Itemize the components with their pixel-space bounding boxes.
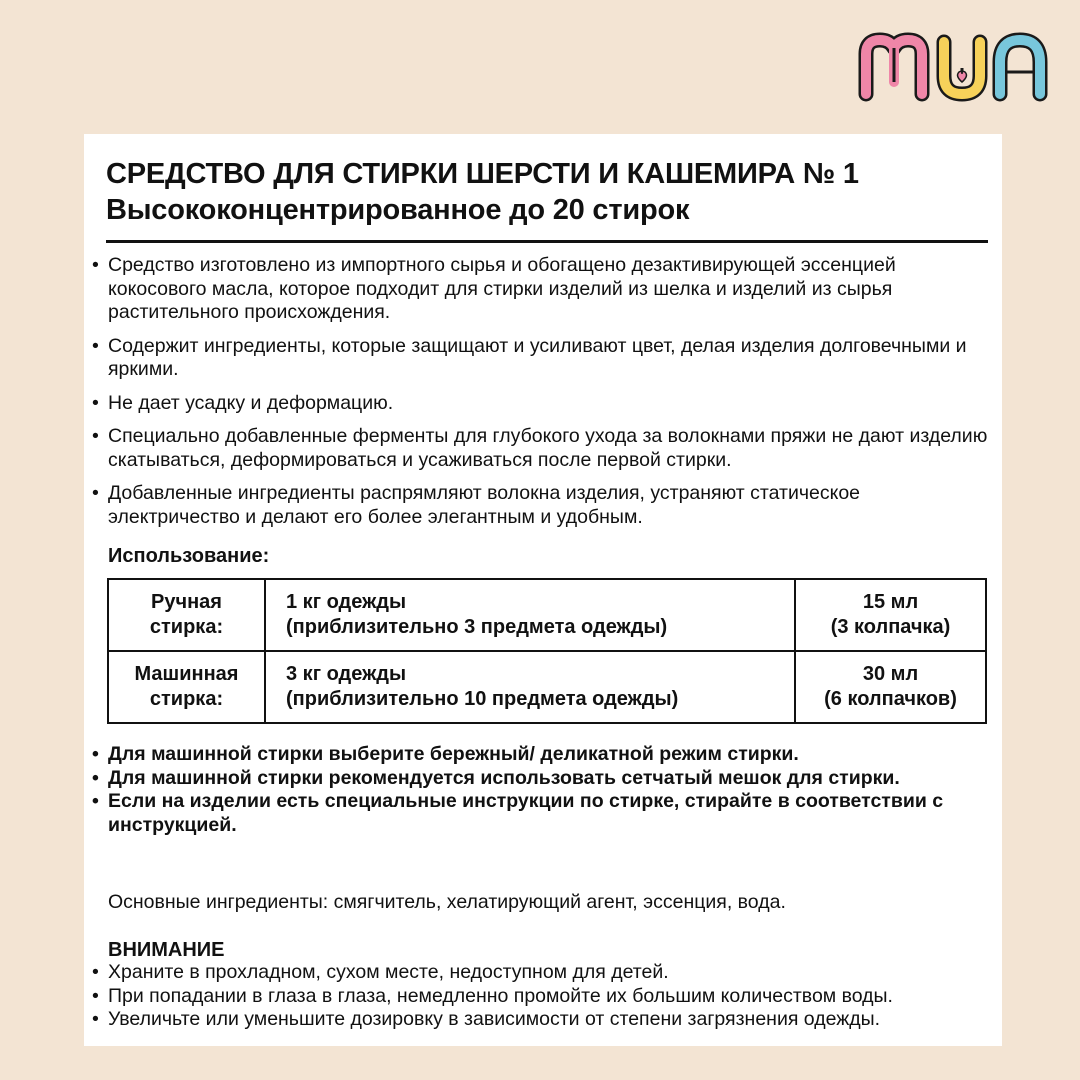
title-divider (106, 240, 988, 243)
bullet-icon: • (92, 391, 99, 414)
wash-method-cell: Машинная стирка: (108, 651, 265, 723)
bullet-icon: • (92, 743, 99, 765)
bullet-icon: • (92, 984, 99, 1007)
bullet-icon: • (92, 1008, 99, 1030)
tip-item: • Для машинной стирки выберите бережный/ деликатной режим стирки. (92, 743, 799, 765)
feature-item: • Средство изготовлено из импортного сырья и обогащено дезактивирующей эссенцией кокосового масла, которое подходит для стирки изделий из шелка и изделий из сырья растительного происхождения. (92, 254, 896, 323)
tip-item: • Если на изделии есть специальные инструкции по стирке, стирайте в соответствии с инструкцией. (92, 790, 944, 836)
features-list (92, 254, 992, 539)
washing-tips-list (92, 743, 992, 837)
feature-item: • Содержит ингредиенты, которые защищают и усиливают цвет, делая изделия долговечными и яркими. (92, 334, 967, 380)
warning-list (92, 961, 997, 1032)
load-cell: 3 кг одежды (приблизительно 10 предмета одежды) (265, 651, 795, 723)
wash-method-cell: Ручная стирка: (108, 579, 265, 651)
mua-logo (858, 32, 1048, 102)
warning-item: • Храните в прохладном, сухом месте, недоступном для детей. (92, 961, 669, 983)
product-title (106, 156, 996, 228)
bullet-icon: • (92, 254, 99, 276)
feature-item: • Добавленные ингредиенты распрямляют волокна изделия, устраняют статическое электричество и делают его более элегантным и удобным. (92, 482, 861, 528)
bullet-icon: • (92, 961, 99, 983)
feature-item: • Специально добавленные ферменты для глубокого ухода за волокнами пряжи не дают изделию скатываться, деформироваться и усаживаться после первой стирки. (92, 425, 988, 471)
bullet-icon: • (92, 766, 99, 789)
product-info-card (84, 134, 1002, 1046)
product-subtitle: Высококонцентрированное до 20 стирок (106, 194, 690, 226)
table-row (108, 651, 986, 723)
bullet-icon: • (92, 482, 99, 504)
warning-heading: ВНИМАНИЕ (108, 939, 225, 961)
ingredients-text: Основные ингредиенты: смягчитель, хелатирующий агент, эссенция, вода. (108, 891, 786, 913)
dose-cell: 15 мл (3 колпачка) (795, 579, 986, 651)
warning-item: • Увеличьте или уменьшите дозировку в зависимости от степени загрязнения одежды. (92, 1008, 881, 1030)
bullet-icon: • (92, 790, 99, 812)
usage-heading: Использование: (108, 545, 270, 567)
tip-item: • Для машинной стирки рекомендуется использовать сетчатый мешок для стирки. (92, 766, 900, 789)
product-title-line1: СРЕДСТВО ДЛЯ СТИРКИ ШЕРСТИ И КАШЕМИРА № 1 (106, 158, 859, 190)
table-row (108, 579, 986, 651)
feature-item: • Не дает усадку и деформацию. (92, 391, 394, 414)
warning-item: • При попадании в глаза в глаза, немедленно промойте их большим количеством воды. (92, 984, 893, 1007)
load-cell: 1 кг одежды (приблизительно 3 предмета одежды) (265, 579, 795, 651)
dose-cell: 30 мл (6 колпачков) (795, 651, 986, 723)
bullet-icon: • (92, 425, 99, 447)
usage-table (107, 578, 987, 724)
bullet-icon: • (92, 334, 99, 357)
